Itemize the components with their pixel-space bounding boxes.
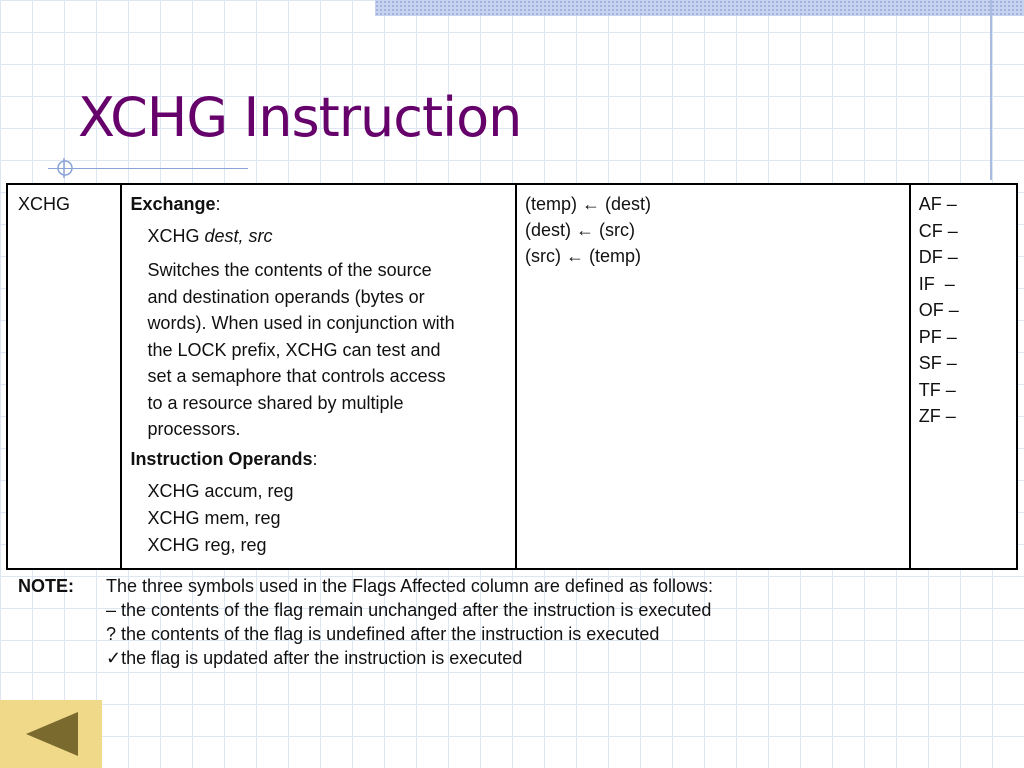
syntax-mnemonic: XCHG	[147, 226, 205, 246]
operands-heading-colon: :	[312, 448, 318, 469]
instruction-heading	[130, 191, 507, 217]
flags-cell	[910, 184, 1017, 569]
syntax-operands: dest, src	[204, 226, 273, 246]
heading-colon: :	[215, 194, 221, 214]
flag-item: IF –	[918, 273, 955, 294]
flag-item: AF –	[918, 194, 957, 214]
operation-line: (temp) ← (dest)	[524, 194, 652, 214]
top-decorative-band	[375, 0, 1024, 16]
note-line: The three symbols used in the Flags Affected column are defined as follows:	[106, 576, 713, 596]
slide-title: XCHG Instruction	[78, 86, 522, 149]
description-line: the LOCK prefix, XCHG can test and	[147, 339, 441, 360]
description-line: Switches the contents of the source	[147, 260, 432, 280]
flag-item: CF –	[918, 220, 958, 241]
operation-cell	[516, 184, 910, 569]
operands-heading	[130, 446, 507, 472]
note-line: – the contents of the flag remain unchanged after the instruction is executed	[106, 600, 712, 620]
syntax-line	[130, 223, 507, 249]
table-row	[7, 184, 1017, 569]
description-line: words). When used in conjunction with	[147, 313, 455, 333]
flag-item: SF –	[918, 353, 957, 373]
note-line: ✓the flag is updated after the instruction is executed	[106, 648, 523, 668]
description-text	[130, 257, 507, 443]
flag-item: ZF –	[918, 406, 956, 426]
mnemonic-cell	[7, 184, 121, 569]
instruction-table	[6, 183, 1018, 570]
operand-item: XCHG reg, reg	[147, 534, 267, 555]
flag-item: DF –	[918, 247, 958, 267]
back-button[interactable]	[0, 700, 102, 768]
note-lines	[106, 574, 1006, 670]
vertical-accent-line	[990, 0, 992, 180]
heading-text: Exchange	[130, 194, 216, 214]
note-label: NOTE:	[18, 576, 74, 596]
title-underline	[48, 168, 248, 169]
description-line: processors.	[147, 419, 241, 439]
operands-heading-text: Instruction Operands	[130, 448, 313, 469]
description-line: to a resource shared by multiple	[147, 392, 404, 413]
note-line: ? the contents of the flag is undefined after the instruction is executed	[106, 624, 660, 644]
flag-item: OF –	[918, 300, 959, 320]
operation-line: (dest) ← (src)	[524, 220, 635, 240]
mnemonic-text: XCHG	[18, 194, 71, 214]
description-line: and destination operands (bytes or	[147, 286, 425, 307]
operand-list	[130, 478, 507, 559]
operand-item: XCHG mem, reg	[147, 507, 281, 528]
description-cell	[121, 184, 516, 569]
operation-line: (src) ← (temp)	[524, 246, 641, 266]
operand-item: XCHG accum, reg	[147, 480, 294, 501]
flag-item: PF –	[918, 326, 957, 347]
flag-item: TF –	[918, 379, 956, 400]
left-triangle-icon	[0, 700, 102, 768]
description-line: set a semaphore that controls access	[147, 366, 446, 386]
